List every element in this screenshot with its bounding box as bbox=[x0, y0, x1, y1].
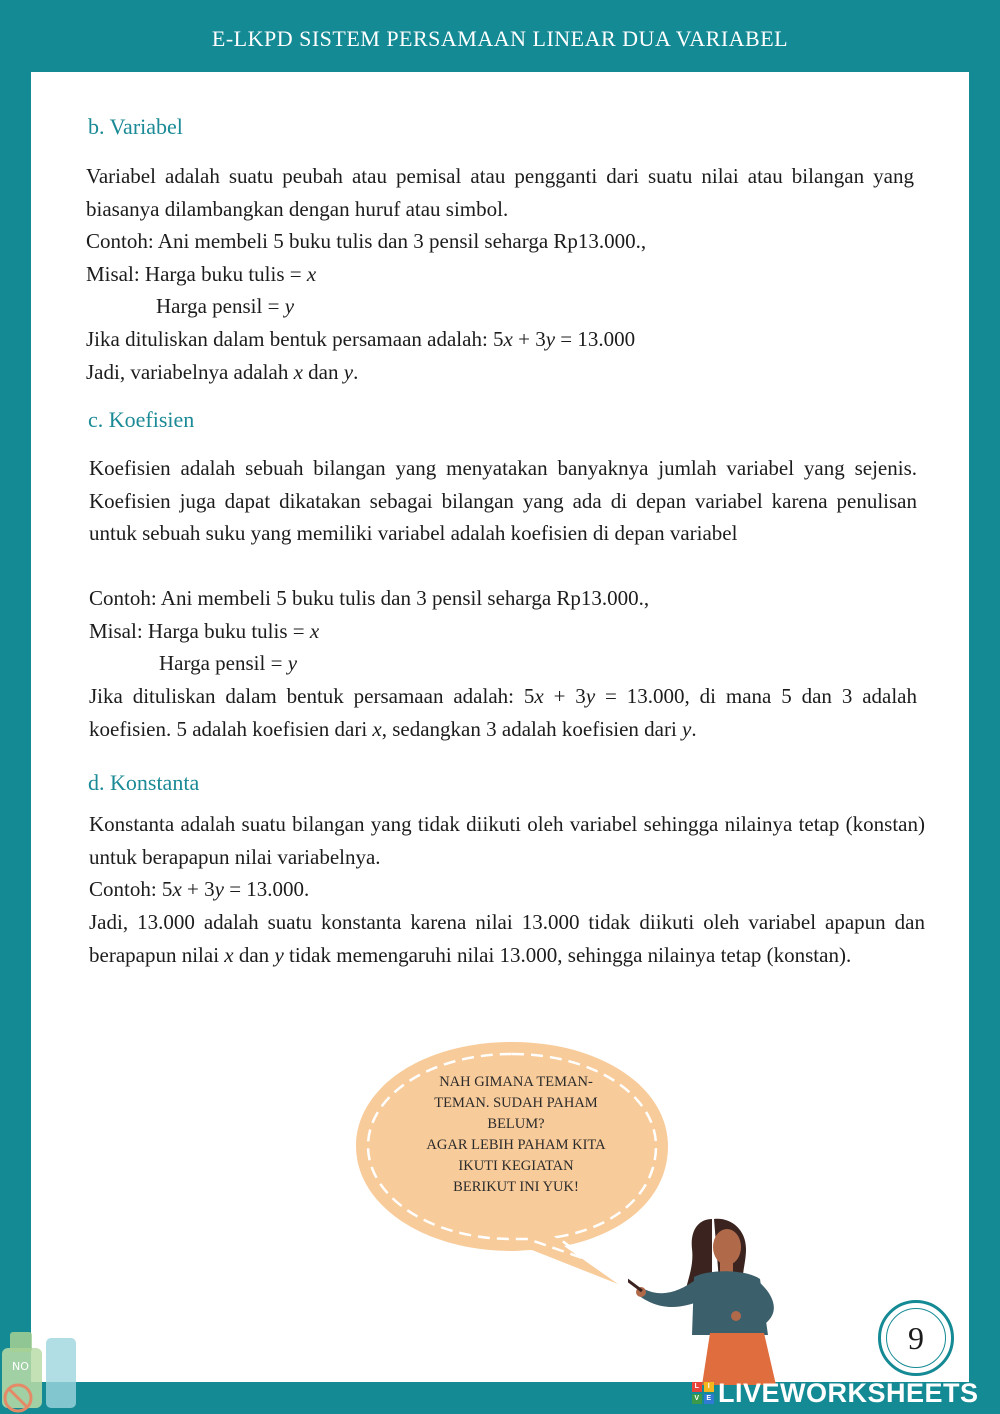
bottles-decoration bbox=[0, 1318, 90, 1414]
variabel-conclusion: Jadi, variabelnya adalah x dan y. bbox=[86, 360, 359, 384]
koefisien-definition: Koefisien adalah sebuah bilangan yang menyatakan banyaknya jumlah variabel yang sejenis. Koefisien juga dapat dikatakan sebagai bilangan yang ada di depan variabel karena penulisan untuk sebuah suku yang memiliki variabel adalah koefisien di depan variabel bbox=[89, 456, 917, 545]
variabel-definition: Variabel adalah suatu peubah atau pemisal atau pengganti dari suatu nilai atau bilangan yang biasanya dilambangkan dengan huruf atau simbol. bbox=[86, 164, 914, 221]
deco-label: NO bbox=[12, 1360, 29, 1373]
liveworksheets-watermark: L I V E LIVEWORKSHEETS bbox=[692, 1377, 979, 1409]
section-heading-koefisien: c. Koefisien bbox=[88, 407, 195, 432]
speech-bubble-text: NAH GIMANA TEMAN- TEMAN. SUDAH PAHAM BELUM? AGAR LEBIH PAHAM KITA IKUTI KEGIATAN BERIKUT INI YUK! bbox=[426, 1074, 606, 1195]
koefisien-equation: Jika dituliskan dalam bentuk persamaan adalah: 5x + 3y = 13.000, di mana 5 dan 3 adalah koefisien. 5 adalah koefisien dari x, sedangkan 3 adalah koefisien dari y. bbox=[89, 684, 917, 741]
document-header-title: E-LKPD SISTEM PERSAMAAN LINEAR DUA VARIABEL bbox=[211, 26, 789, 51]
koefisien-misal-x: Misal: Harga buku tulis = x bbox=[89, 619, 320, 643]
section-heading-konstanta: d. Konstanta bbox=[88, 770, 200, 795]
konstanta-definition: Konstanta adalah suatu bilangan yang tidak diikuti oleh variabel sehingga nilainya tetap (konstan) untuk berapapun nilai variabelnya. bbox=[89, 812, 925, 869]
teacher-illustration bbox=[628, 1215, 798, 1385]
page-number-badge bbox=[878, 1300, 954, 1376]
koefisien-example: Contoh: Ani membeli 5 buku tulis dan 3 pensil seharga Rp13.000., bbox=[89, 586, 650, 610]
page-number: 9 bbox=[886, 1308, 946, 1368]
variabel-equation: Jika dituliskan dalam bentuk persamaan adalah: 5x + 3y = 13.000 bbox=[86, 327, 636, 351]
section-heading-variabel: b. Variabel bbox=[88, 114, 183, 139]
variabel-example: Contoh: Ani membeli 5 buku tulis dan 3 pensil seharga Rp13.000., bbox=[86, 229, 647, 253]
variabel-misal-x: Misal: Harga buku tulis = x bbox=[86, 262, 317, 286]
variabel-misal-y: Harga pensil = y bbox=[156, 294, 295, 318]
konstanta-explanation: Jadi, 13.000 adalah suatu konstanta karena nilai 13.000 tidak diikuti oleh variabel apapun dan berapapun nilai x dan y tidak memengaruhi nilai 13.000, sehingga nilainya tetap (konstan). bbox=[89, 910, 925, 967]
konstanta-example: Contoh: 5x + 3y = 13.000. bbox=[89, 877, 310, 901]
koefisien-misal-y: Harga pensil = y bbox=[159, 651, 298, 675]
liveworksheets-logo-icon: L I V E bbox=[692, 1382, 714, 1404]
